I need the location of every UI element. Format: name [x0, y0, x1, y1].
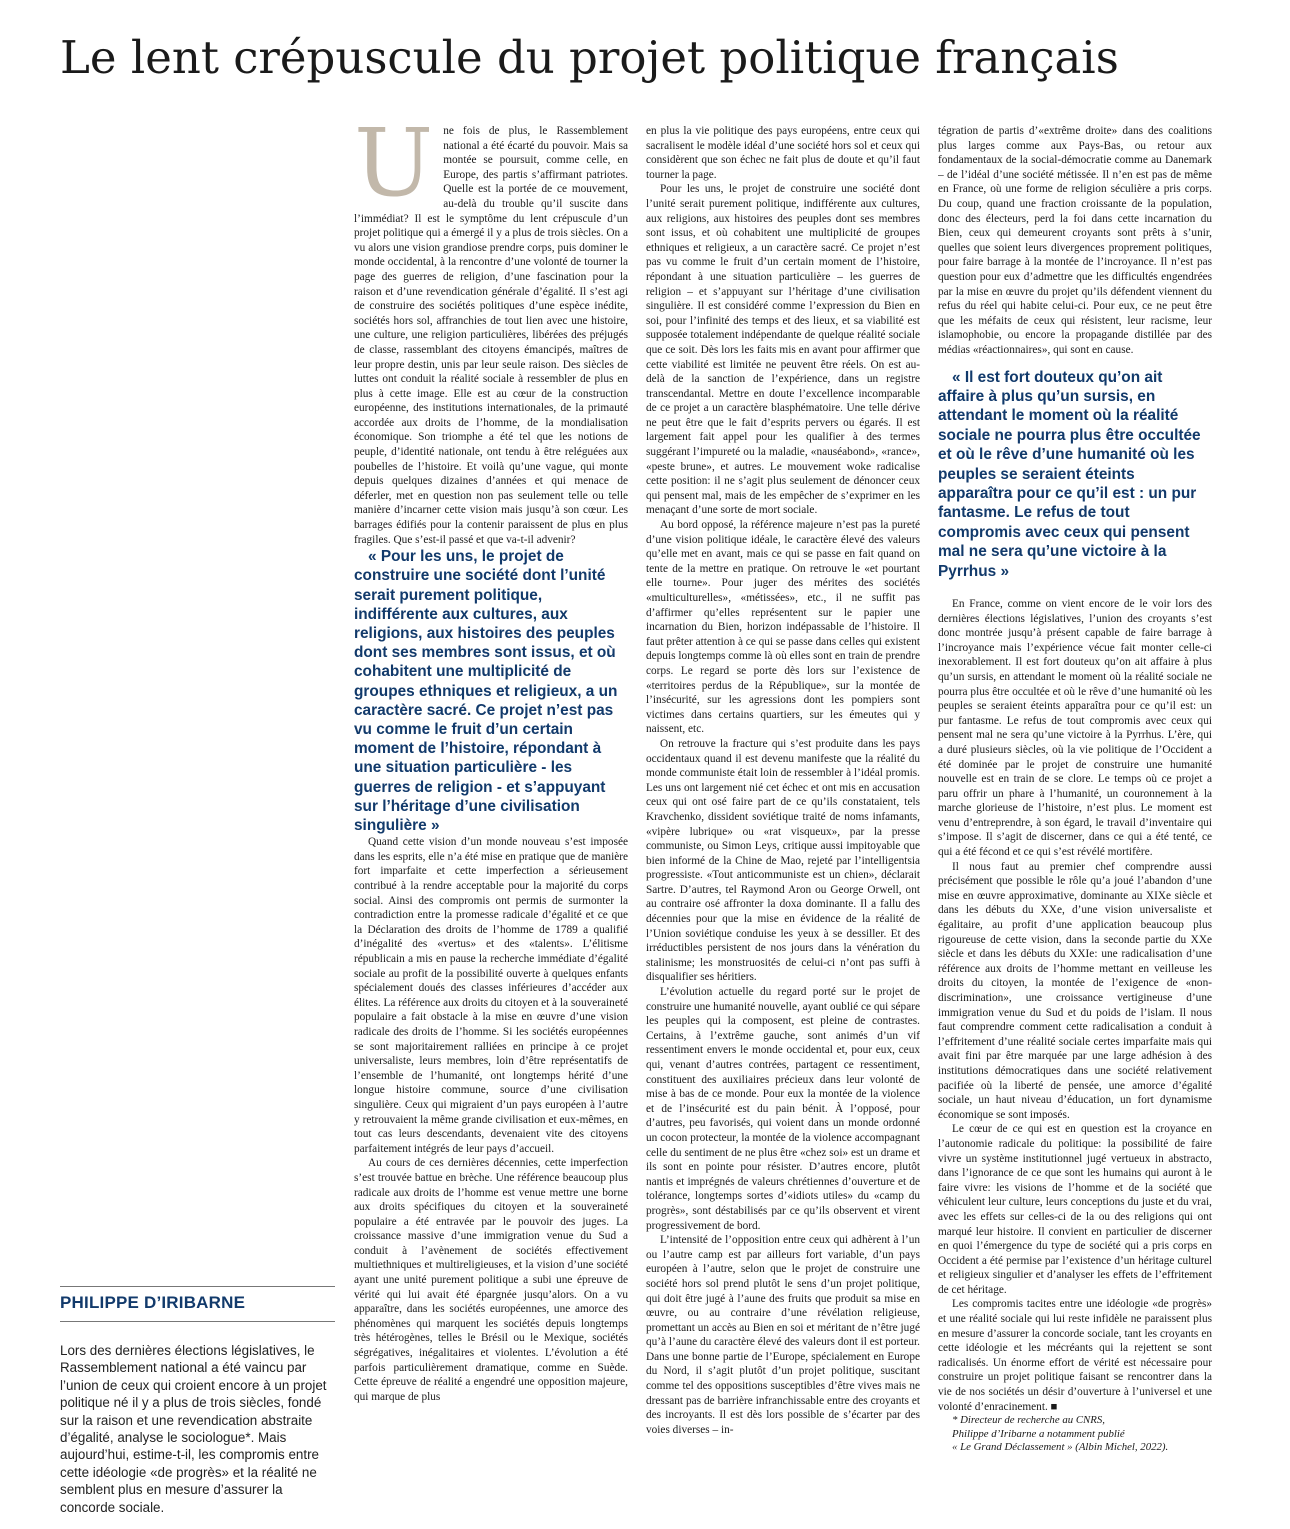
author-name: PHILIPPE D’IRIBARNE — [60, 1293, 335, 1322]
drop-cap: U — [354, 124, 434, 218]
article-column-3 — [938, 124, 1212, 1522]
sidebar — [60, 1286, 335, 1516]
paragraph: Il nous faut au premier chef comprendre aussi précisément que possible le rôle qu’a joué l’abandon d’une mise en œuvre approximative, dominante au XIXe siècle et dans les débuts du XXe, d’une vision universaliste et égalitaire, au profit d’une application beaucoup plus rigoureuse de cette vision, dans la seconde partie du XXe siècle et dans les débuts du XXIe: une radicalisation d’une référence aux droits de l’homme mettant en veilleuse les droits du citoyen, la montée de l’exigence de «non-discrimination», une croissance vertigineuse d’une immigration venue du Sud et du poids de l’islam. Il nous faut comprendre comment cette radicalisation a conduit à l’effritement d’une réalité sociale certes imparfaite mais qui avait fini par être marquée par une large adhésion à des institutions démocratiques dans une société relativement pacifiée où la liberté de pensée, une amorce d’égalité sociale, un haut niveau d’éducation, un fort dynamisme économique se sont imposés. — [938, 860, 1212, 1121]
paragraph: Quand cette vision d’un monde nouveau s’est imposée dans les esprits, elle n’a été mise en pratique que de manière fort imparfaite et cette imperfection a sérieusement contribué à la rendre acceptable pour la majorité du corps social. Ainsi des compromis ont permis de surmonter la contradiction entre la promesse radicale d’égalité et ce que la Déclaration des droits de l’homme de 1789 a qualifié d’inégalité des «vertus» et des «talents». L’élitisme républicain a mis en pause la recherche immédiate d’égalité sociale au profit de la possibilité ouverte à quelques enfants spécialement doués des classes inférieures d’accéder aux élites. La référence aux droits du citoyen et à la souveraineté populaire a fait obstacle à la mise en œuvre d’une vision radicale des droits de l’homme. Si les sociétés européennes se sont majoritairement ralliées en principe à ce projet universaliste, leurs membres, loin d’être représentatifs de l’ensemble de l’humanité, ont longtemps hérité d’une longue histoire commune, source d’une civilisation singulière. Ceux qui migraient d’un pays européen à l’autre y retrouvaient la même grande civilisation et eux-mêmes, en tout cas leurs descendants, devenaient vite des citoyens parfaitement intégrés de leur pays d’accueil. — [354, 836, 628, 1155]
pull-quote: « Il est fort douteux qu’on ait affaire à plus qu’un sursis, en attendant le moment où la réalité sociale ne pourra plus être occultée et où le rêve d’une humanité où les peuples se seraient éteints apparaîtra pour ce qu’il est : un pur fantasme. Le refus de tout compromis avec ceux qui pensent mal ne sera qu’une victoire à la Pyrrhus » — [938, 368, 1201, 580]
paragraph: Le cœur de ce qui est en question est la croyance en l’autonomie radicale du politique: la possibilité de faire vivre un système institutionnel jugé vertueux in abstracto, dans l’ignorance de ce que sont les humains qui auront à le faire vivre: les visions de l’homme et de la société que véhiculent leur culture, leurs conceptions du juste et du vrai, avec les effets sur celles-ci de la ou des religions qui ont marqué leur histoire. Il convient en particulier de discerner en quoi l’émergence du type de société qui a pris corps en Occident a été permise par l’existence d’un héritage culturel et religieux singulier et d’analyser les effets de l’effritement de cet héritage. — [938, 1123, 1212, 1296]
author-note: * Directeur de recherche au CNRS, — [952, 1414, 1105, 1427]
author-note: « Le Grand Déclassement » (Albin Michel, 2022). — [952, 1441, 1169, 1454]
paragraph: Les compromis tacites entre une idéologie «de progrès» et une réalité sociale qui lui reste infidèle ne paraissent plus en mesure d’assurer la concorde sociale, tant les croyants en cette idéologie et les mécréants qui la rejettent se sont radicalisés. Un énorme effort de vérité est nécessaire pour construire un projet politique faisant se rencontrer dans la vie de nos sociétés un désir d’ouverture à l’universel et une volonté d’enracinement. ■ — [938, 1298, 1212, 1413]
headline: Le lent crépuscule du projet politique français — [60, 31, 1119, 84]
paragraph: ne fois de plus, le Rassemblement national a été écarté du pouvoir. Mais sa montée se poursuit, comme celle, en Europe, des partis s’affirmant patriotes. Quelle est la portée de ce mouvement, au-delà du trouble qu’il suscite dans l’immédiat? Il est le symptôme du lent crépuscule d’un projet politique qui a émergé il y a plus de trois siècles. On a vu alors une vision grandiose prendre corps, puis dominer le monde occidental, à la rencontre d’une volonté de tourner la page des guerres de religion, d’une fascination pour la raison et d’une revendication générale d’égalité. Il s’est agi de construire des sociétés politiques d’une espèce inédite, sociétés hors sol, affranchies de tout lien avec une histoire, une culture, une religion particulières, libérées des préjugés de classe, rassemblant des citoyens émancipés, maîtres de leur propre destin, unis par leur seule raison. Des siècles de luttes ont conduit la réalité sociale à ressembler de plus en plus à cette image. Elle est au cœur de la construction européenne, des institutions internationales, de la primauté accordée aux droits de l’homme, de la mondialisation économique. Son triomphe a été tel que les notions de peuple, d’identité nationale, ont tendu à être reléguées aux poubelles de l’histoire. Et voilà qu’une vague, qui monte depuis quelques dizaines d’années et qui menace de déferler, met en question non pas seulement telle ou telle manière d’incarner cette vision mais jusqu’à son cœur. Les barrages édifiés pour la contenir paraissent de plus en plus fragiles. Que s’est-il passé et que va-t-il advenir? — [354, 125, 628, 546]
paragraph: On retrouve la fracture qui s’est produite dans les pays occidentaux quand il est devenu manifeste que la réalité du monde communiste était loin de ressembler à l’idéal promis. Les uns ont largement nié cet échec et ont mis en accusation ceux qui ont osé faire part de ce qu’ils constataient, tels Kravchenko, dissident soviétique traité de noms infamants, «vipère lubrique» ou «rat visqueux», par la presse communiste, ou Simon Leys, critique aussi impitoyable que bien informé de la Chine de Mao, rejeté par l’intelligentsia progressiste. «Tout anticommuniste est un chien», déclarait Sartre. D’autres, tel Raymond Aron ou George Orwell, ont au contraire osé affronter la doxa dominante. Il a fallu des décennies pour que la mise en évidence de la réalité de l’Union soviétique conduise les yeux à se dessiller. Et des irréductibles persistent de nos jours dans la vénération du stalinisme; les monstruosités de celui-ci n’ont pas suffi à disqualifier ses héritiers. — [646, 737, 920, 984]
article-column-2 — [646, 124, 920, 1522]
chapo: Lors des dernières élections législatives, le Rassemblement national a été vaincu par l’union de ceux qui croient encore à un projet politique né il y a plus de trois siècles, fondé sur la raison et une revendication abstraite d’égalité, analyse le sociologue*. Mais aujourd’hui, estime-t-il, les compromis entre cette idéologie «de progrès» et la réalité ne semblent plus en mesure d’assurer la concorde sociale. — [60, 1343, 327, 1515]
article-column-1 — [354, 124, 628, 1522]
paragraph: L’intensité de l’opposition entre ceux qui adhèrent à l’un ou l’autre camp est par ailleurs fort variable, d’un pays européen à l’autre, selon que le projet de construire une société hors sol prend plutôt le sens d’un projet politique, qui doit être jugé à l’aune des fruits que produit sa mise en œuvre, ou au contraire d’une révélation religieuse, promettant un accès au Bien en soi et méritant de n’être jugé qu’à l’aune du caractère élevé des valeurs dont il est porteur. Dans une bonne partie de l’Europe, spécialement en Europe du Nord, il s’agit plutôt d’un projet politique, suscitant comme tel des oppositions susceptibles d’être vives mais ne dressant pas de barrière infranchissable entre des croyants et des incroyants. Il est dès lors possible de s’écarter par des voies diverses – in- — [646, 1234, 920, 1436]
paragraph: Pour les uns, le projet de construire une société dont l’unité serait purement politique, indifférente aux cultures, aux religions, aux histoires des peuples dont ses membres sont issus, et où cohabitent une multiplicité de groupes ethniques et religieux, a un caractère sacré. Ce projet n’est pas vu comme le fruit d’un certain moment de l’histoire, répondant à une situation particulière – les guerres de religion – et s’appuyant sur l’héritage d’une civilisation singulière. Il est considéré comme l’expression du Bien en soi, pour l’infinité des temps et des lieux, et sa viabilité est supposée totalement indépendante de quelque réalité sociale que ce soit. Dès lors les faits mis en avant pour affirmer que cette viabilité est limitée ne peuvent être réels. On est au-delà de la sanction de l’expérience, dans un registre transcendantal. Mettre en doute l’excellence incomparable de ce projet a un caractère blasphématoire. Une telle dérive ne peut être que le fait d’esprits pervers ou égarés. Il est largement fait appel pour les qualifier à des termes suggérant l’impureté ou la maladie, «nauséabond», «rance», «peste brune», et autres. Le mouvement woke radicalise cette position: il ne s’agit plus seulement de dénoncer ceux qui pensent mal, mais de les empêcher de s’exprimer en les menaçant d’une sorte de mort sociale. — [646, 183, 920, 517]
author-note: Philippe d’Iribarne a notamment publié — [952, 1427, 1125, 1440]
pull-quote: « Pour les uns, le projet de construire une société dont l’unité serait purement politique, indifférente aux cultures, aux religions, aux histoires des peuples dont ses membres sont issus, et où cohabitent une multiplicité de groupes ethniques et religieux, a un caractère sacré. Ce projet n’est pas vu comme le fruit d’un certain moment de l’histoire, répondant à une situation particulière - les guerres de religion - et s’appuyant sur l’héritage d’une civilisation singulière » — [354, 548, 618, 835]
paragraph: L’évolution actuelle du regard porté sur le projet de construire une humanité nouvelle, ayant oublié ce qui sépare les peuples qui la composent, est pleine de contrastes. Certains, à l’extrême gauche, sont animés d’un vif ressentiment envers le monde occidental et, pour eux, ceux qui, venant d’autres contrées, partagent ce ressentiment, constituent des auxiliaires précieux dans leur volonté de mise à bas de ce monde. Pour eux la montée de la violence et de l’insécurité est du pain bénit. À l’opposé, pour d’autres, peu favorisés, qui voient dans un monde ordonné un cocon protecteur, la montée de la violence accompagnant celle du sentiment de ne plus être «chez soi» est un drame et ils sont en pointe pour résister. D’autres encore, plutôt nantis et imprégnés de valeurs chrétiennes d’ouverture et de tolérance, longtemps sortes d’«idiots utiles» du «camp du progrès», sont déstabilisés par ce qu’ils observent et virent progressivement de bord. — [646, 986, 920, 1232]
paragraph: En France, comme on vient encore de le voir lors des dernières élections législatives, l’union des croyants s’est donc montrée jusqu’à présent capable de faire barrage à l’incroyance mais l’expérience vécue fait monter celle-ci inexorablement. Il est fort douteux qu’on ait affaire à plus qu’un sursis, en attendant le moment où la réalité sociale ne pourra plus être occultée et où le rêve d’une humanité où les peuples se seraient éteints apparaîtra pour ce qu’il est: un pur fantasme. Le refus de tout compromis avec ceux qui pensent mal ne sera qu’une victoire à la Pyrrhus. L’ère, qui a duré plusieurs siècles, où la vie politique de l’Occident a été dominée par le projet de construire une humanité nouvelle est en train de se clore. Le temps où ce projet a paru offrir un phare à l’humanité, un couronnement à la marche glorieuse de l’histoire, n’est plus. Le moment est venu d’entreprendre, à son égard, le travail d’inventaire qui s’impose. Il s’agit de discerner, dans ce qui a été tenté, ce qui a été fécond et ce qui s’est révélé mortifère. — [938, 597, 1212, 859]
paragraph: Au bord opposé, la référence majeure n’est pas la pureté d’une vision politique idéale, le caractère élevé des valeurs qu’elle met en avant, mais ce qui se passe en fait quand on tente de la mettre en pratique. On retrouve le «et pourtant elle tourne». Pour juger des mérites des sociétés «multiculturelles», «métissées», etc., il ne suffit pas d’affirmer qu’elles représentent sur le papier une incarnation du Bien, horizon indépassable de l’histoire. Il faut prêter attention à ce qui se passe dans celles qui existent depuis longtemps comme là où elles sont en train de prendre corps. Le regard se porte dès lors sur l’existence de «territoires perdus de la République», sur la montée de l’insécurité, sur les agressions dont les pompiers sont victimes dans certains quartiers, sur les émeutes qui y naissent, etc. — [646, 519, 920, 736]
paragraph: tégration de partis d’«extrême droite» dans des coalitions plus larges comme aux Pays-Bas, ou retour aux fondamentaux de la social-démocratie comme au Danemark – de l’idéal d’une société métissée. Il n’en est pas de même en France, où une forme de religion séculière a pris corps. Du coup, quand une fraction croissante de la population, donc des électeurs, perd la foi dans cette incarnation du Bien, ceux qui demeurent croyants sont prêts à s’unir, quelles que soient leurs divergences proprement politiques, pour faire barrage à la montée de l’incroyance. Il n’est pas question pour eux d’admettre que les difficultés engendrées par la mise en œuvre du projet qu’ils défendent viennent du refus du réel qui habite celui-ci. Pour eux, ce ne peut être que les méfaits de ceux qui résistent, leur racisme, leur islamophobie, ou encore la propagande distillée par des médias «réactionnaires», qui sont en cause. — [938, 125, 1212, 356]
paragraph: Au cours de ces dernières décennies, cette imperfection s’est trouvée battue en brèche. Une référence beaucoup plus radicale aux droits de l’homme est venue mettre une borne aux droits spécifiques du citoyen et la souveraineté populaire a été entravée par le pouvoir des juges. La croissance massive d’une immigration venue du Sud a conduit à l’avènement de sociétés effectivement multiethniques et multireligieuses, et la vision d’une société ayant une unité purement politique a subi une épreuve de vérité qui lui avait été épargnée jusqu’alors. On a vu apparaître, dans les sociétés européennes, une amorce des phénomènes qui marquent les sociétés depuis longtemps très hétérogènes, telles le Brésil ou le Mexique, sociétés ségrégatives, inégalitaires et violentes. L’évolution a été parfois particulièrement dramatique, comme en Suède. Cette épreuve de réalité a engendré une opposition majeure, qui marque de plus — [354, 1157, 628, 1403]
sidebar-top-rule — [60, 1286, 335, 1287]
paragraph: en plus la vie politique des pays européens, entre ceux qui sacralisent le modèle idéal d’une société hors sol et ceux qui considèrent que son échec ne fait plus de doute et qu’il faut tourner la page. — [646, 125, 920, 181]
